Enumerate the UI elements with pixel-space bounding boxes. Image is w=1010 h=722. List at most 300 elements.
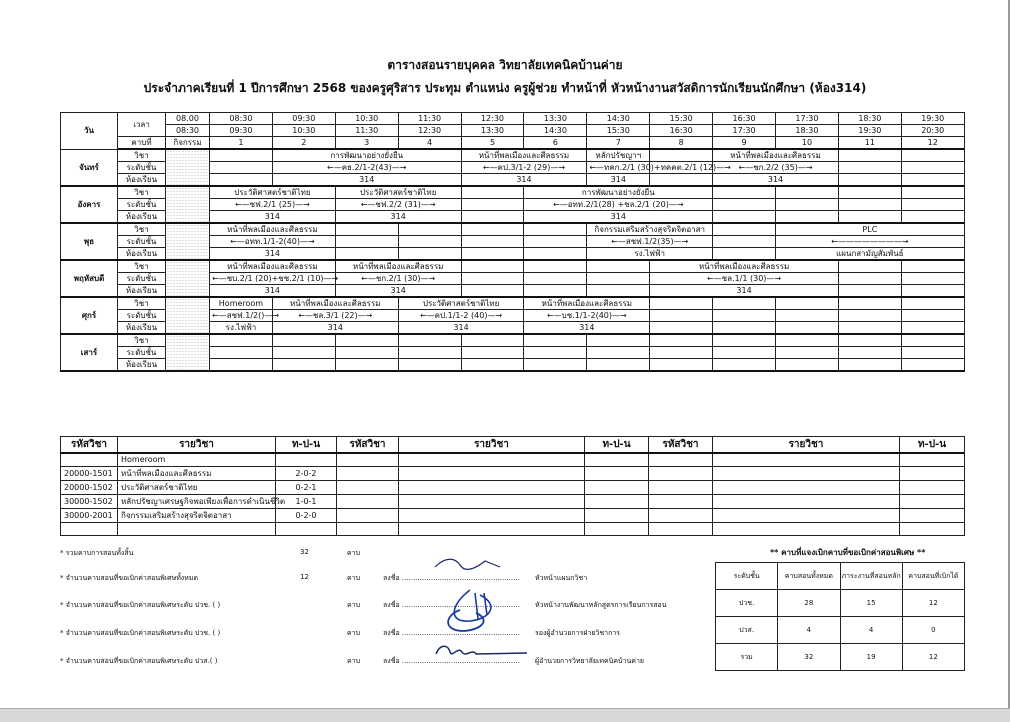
row-label: วิชา <box>118 297 166 310</box>
subject-text: PLC <box>862 225 878 234</box>
day-name: อังคาร <box>61 186 118 223</box>
empty-slot <box>650 359 713 372</box>
note-unit: คาบ <box>347 601 361 609</box>
row-label: ห้องเรียน <box>118 248 166 261</box>
class-level <box>587 236 713 248</box>
class-level <box>335 273 461 285</box>
class-level <box>587 162 731 174</box>
day-name: จันทร์ <box>61 149 118 186</box>
empty-cell <box>337 453 399 466</box>
class-room <box>461 174 587 187</box>
summary-cell: 12 <box>902 644 964 671</box>
empty-slot <box>713 359 776 372</box>
empty-cell <box>399 466 585 480</box>
empty-slot <box>838 174 901 187</box>
level-text: ทคก.2/1 (30)+ทคคต.2/1 (12) <box>604 163 717 172</box>
empty-slot <box>776 334 839 347</box>
empty-slot <box>650 322 713 335</box>
row-label: วิชา <box>118 334 166 347</box>
empty-cell <box>900 494 965 508</box>
class-room <box>272 322 398 335</box>
empty-slot <box>335 223 398 236</box>
room-text: 314 <box>579 323 595 332</box>
subject-credits: 2-0-2 <box>276 466 337 480</box>
class-room <box>524 211 713 224</box>
class-level <box>210 199 336 211</box>
subject-text: หน้าที่พลเมืองและศีลธรรม <box>478 151 570 160</box>
empty-slot <box>587 347 650 359</box>
empty-cell <box>900 453 965 466</box>
empty-slot <box>524 334 587 347</box>
class-room <box>713 174 839 187</box>
arrow-right-icon: —→ <box>420 200 436 209</box>
note-sign: ลงชื่อ ..................................................... <box>383 574 520 582</box>
class-room <box>210 322 273 335</box>
empty-cell <box>337 480 399 494</box>
empty-slot <box>524 273 587 285</box>
empty-slot <box>713 322 776 335</box>
empty-cell <box>585 494 649 508</box>
period-number: 6 <box>524 137 587 150</box>
room-text: 314 <box>610 175 626 184</box>
subject-text: หน้าที่พลเมืองและศีลธรรม <box>698 262 790 271</box>
note-sign: ลงชื่อ ..................................................... <box>383 601 520 609</box>
arrow-left-icon: ←— <box>360 200 376 209</box>
subjects-column-header: รหัสวิชา <box>649 437 713 454</box>
empty-slot <box>776 310 839 322</box>
class-subject <box>335 186 461 199</box>
level-text: ชก.2/1 (30) <box>375 274 421 283</box>
time-end: 16:30 <box>650 125 713 137</box>
activity-slot <box>166 186 210 223</box>
empty-slot <box>461 236 524 248</box>
time-end: 17:30 <box>713 125 776 137</box>
empty-slot <box>587 260 650 273</box>
note-sign: ลงชื่อ ..................................................... <box>383 629 520 637</box>
summary-cell: 4 <box>778 617 840 644</box>
subjects-table <box>60 436 965 536</box>
activity-slot <box>166 260 210 297</box>
subject-text: Homeroom <box>218 299 264 308</box>
empty-slot <box>838 162 901 174</box>
empty-cell <box>900 466 965 480</box>
class-room <box>650 285 839 298</box>
summary-cell: 15 <box>840 590 902 617</box>
empty-slot <box>838 211 901 224</box>
empty-slot <box>838 347 901 359</box>
period-number: 10 <box>776 137 839 150</box>
time-start: 15:30 <box>650 113 713 125</box>
empty-slot <box>650 347 713 359</box>
empty-slot <box>776 297 839 310</box>
empty-slot <box>713 236 776 248</box>
empty-cell <box>713 480 900 494</box>
class-subject <box>650 260 839 273</box>
summary-column-header: คาบสอนทั้งหมด <box>778 563 840 590</box>
row-label: ห้องเรียน <box>118 359 166 372</box>
subject-credits: 1-0-1 <box>276 494 337 508</box>
level-text: ชก.2/2 (35) <box>753 163 798 172</box>
time-start: 08.00 <box>166 113 210 125</box>
time-end: 13:30 <box>461 125 524 137</box>
summary-table <box>715 562 965 671</box>
empty-cell <box>585 522 649 535</box>
note-role: รองผู้อำนวยการฝ่ายวิชาการ <box>535 629 621 637</box>
period-number: 3 <box>335 137 398 150</box>
room-text: 314 <box>453 323 469 332</box>
summary-cell: รวม <box>716 644 778 671</box>
row-label: ระดับชั้น <box>118 162 166 174</box>
class-room <box>587 248 713 261</box>
time-end: 15:30 <box>587 125 650 137</box>
class-subject <box>776 223 965 236</box>
subject-text: หน้าที่พลเมืองและศีลธรรม <box>227 225 318 234</box>
class-room <box>210 211 336 224</box>
empty-slot <box>272 347 335 359</box>
empty-slot <box>901 359 964 372</box>
empty-slot <box>650 149 713 162</box>
activity-slot <box>166 149 210 186</box>
arrow-left-icon: ←— <box>212 311 227 320</box>
empty-slot <box>838 322 901 335</box>
room-text: 314 <box>264 212 281 221</box>
class-subject <box>587 149 650 162</box>
arrow-right-icon: —→ <box>323 274 339 283</box>
empty-slot <box>901 310 964 322</box>
level-text: ชฟ.2/1 (25) <box>249 200 296 209</box>
empty-slot <box>838 273 901 285</box>
empty-slot <box>524 236 587 248</box>
time-start: 09:30 <box>272 113 335 125</box>
summary-cell: 0 <box>902 617 964 644</box>
empty-cell <box>713 494 900 508</box>
empty-slot <box>398 359 461 372</box>
level-text: คป.1/1-2 (40) <box>434 311 488 320</box>
class-room <box>210 285 336 298</box>
signature-3-icon <box>440 605 510 635</box>
subject-text: หน้าที่พลเมืองและศีลธรรม <box>541 299 633 308</box>
time-end: 20:30 <box>901 125 964 137</box>
empty-slot <box>461 285 524 298</box>
document-subtitle: ประจำภาคเรียนที่ 1 ปีการศึกษา 2568 ของครูศุริสาร ประทุม ตำแหน่ง ครูผู้ช่วย ทำหน้าที่ หัวหน้างานสวัสดิการนักเรียนนักศึกษา (ห้อง314) <box>143 81 867 95</box>
arrow-left-icon: ←— <box>738 163 754 172</box>
room-text: 314 <box>767 175 784 184</box>
period-number: 7 <box>587 137 650 150</box>
arrow-right-icon: —→ <box>797 163 813 172</box>
arrow-right-icon: —→ <box>420 274 436 283</box>
empty-slot <box>461 211 524 224</box>
time-start: 17:30 <box>776 113 839 125</box>
time-end: 19:30 <box>838 125 901 137</box>
empty-cell <box>61 522 118 535</box>
time-start: 18:30 <box>838 113 901 125</box>
period-number: 11 <box>838 137 901 150</box>
empty-cell <box>649 466 713 480</box>
empty-cell <box>399 480 585 494</box>
empty-cell <box>713 466 900 480</box>
empty-slot <box>838 260 901 273</box>
note-unit: คาบ <box>347 657 361 665</box>
empty-slot <box>461 186 524 199</box>
arrow-left-icon: ←— <box>482 163 498 172</box>
time-end: 09:30 <box>210 125 273 137</box>
empty-slot <box>524 223 587 236</box>
empty-slot <box>335 248 398 261</box>
class-subject <box>713 149 839 162</box>
subjects-column-header: รายวิชา <box>118 437 276 454</box>
empty-slot <box>713 223 776 236</box>
room-text: 314 <box>390 212 406 221</box>
class-subject <box>210 186 336 199</box>
empty-cell <box>900 480 965 494</box>
class-room <box>398 322 524 335</box>
subject-text: ประวัติศาสตร์ชาติไทย <box>359 188 437 197</box>
class-level <box>272 310 398 322</box>
arrow-left-icon: ←— <box>553 200 568 209</box>
class-subject <box>398 297 524 310</box>
subject-code <box>61 453 118 466</box>
subjects-column-header: ท-ป-น <box>585 437 649 454</box>
activity-slot <box>166 297 210 334</box>
arrow-left-icon: ←— <box>546 311 562 320</box>
empty-cell <box>276 522 337 535</box>
arrow-left-icon: ←— <box>589 163 605 172</box>
note-unit: คาบ <box>347 629 361 637</box>
empty-slot <box>901 334 964 347</box>
empty-slot <box>901 260 964 273</box>
summary-cell: 12 <box>902 590 964 617</box>
empty-slot <box>461 260 524 273</box>
subject-text: หลักปรัชญาฯ <box>595 151 642 160</box>
day-name: พุธ <box>61 223 118 260</box>
empty-slot <box>713 199 776 211</box>
empty-slot <box>901 149 964 162</box>
class-room <box>335 285 461 298</box>
arrow-right-icon: —→ <box>299 237 315 246</box>
room-text: 314 <box>264 249 281 258</box>
note-value: 32 <box>300 548 309 556</box>
class-subject <box>587 223 713 236</box>
note-label: * จำนวนคาบสอนที่ขอเบิกค่าสอนพิเศษระดับ ปวช. ( ) <box>60 601 221 609</box>
empty-cell <box>713 508 900 522</box>
empty-cell <box>649 480 713 494</box>
arrow-left-icon: ←— <box>419 311 435 320</box>
row-label: วิชา <box>118 223 166 236</box>
empty-cell <box>713 522 900 535</box>
empty-slot <box>210 347 273 359</box>
empty-cell <box>900 522 965 535</box>
document-title: ตารางสอนรายบุคคล วิทยาลัยเทคนิคบ้านค่าย <box>387 58 623 72</box>
note-label: * จำนวนคาบสอนที่ขอเบิกค่าสอนพิเศษระดับ ปวส.( ) <box>60 657 218 665</box>
empty-slot <box>901 174 964 187</box>
subject-text: หน้าที่พลเมืองและศีลธรรม <box>730 151 821 160</box>
level-text: ชบ.2/1 (20)+ชช.2/1 (10) <box>226 274 324 283</box>
room-text: 314 <box>736 286 752 295</box>
empty-slot <box>587 285 650 298</box>
empty-cell <box>337 466 399 480</box>
empty-slot <box>524 359 587 372</box>
level-text: อทท.1/1-2(40) <box>244 237 300 246</box>
empty-slot <box>335 334 398 347</box>
empty-slot <box>587 334 650 347</box>
empty-slot <box>838 297 901 310</box>
empty-slot <box>776 347 839 359</box>
subject-credits <box>276 453 337 466</box>
empty-slot <box>210 334 273 347</box>
empty-slot <box>461 359 524 372</box>
time-start: 12:30 <box>461 113 524 125</box>
empty-cell <box>585 508 649 522</box>
empty-slot <box>713 211 776 224</box>
empty-slot <box>713 334 776 347</box>
summary-cell: ปวส. <box>716 617 778 644</box>
subject-text: ประวัติศาสตร์ชาติไทย <box>422 299 500 308</box>
empty-slot <box>901 211 964 224</box>
row-label: ระดับชั้น <box>118 310 166 322</box>
level-text: อทท.2/1(28) +ชล.2/1 (20) <box>567 200 669 209</box>
empty-slot <box>210 174 273 187</box>
empty-slot <box>210 149 273 162</box>
subject-code: 20000-1502 <box>61 480 118 494</box>
class-subject <box>210 297 273 310</box>
arrow-right-icon: —→ <box>673 237 689 246</box>
empty-slot <box>398 223 461 236</box>
time-header: เวลา <box>118 113 166 137</box>
signature-4-icon <box>432 642 532 662</box>
class-level <box>398 310 524 322</box>
note-sign: ลงชื่อ ..................................................... <box>383 657 520 665</box>
empty-slot <box>335 359 398 372</box>
class-subject <box>524 186 713 199</box>
time-start: 08:30 <box>210 113 273 125</box>
class-level <box>524 310 650 322</box>
empty-slot <box>461 347 524 359</box>
level-text: ชฟ.2/2 (31) <box>375 200 421 209</box>
row-label: ระดับชั้น <box>118 273 166 285</box>
period-header: คาบที่ <box>118 137 166 150</box>
time-end: 18:30 <box>776 125 839 137</box>
note-value: 12 <box>300 573 309 581</box>
subject-text: หน้าที่พลเมืองและศีลธรรม <box>352 262 444 271</box>
class-room <box>210 248 336 261</box>
level-text: คธ.2/1-2(43) <box>341 163 392 172</box>
subject-text: กิจกรรมเสริมสร้างสุจริตจิตอาสา <box>594 225 706 234</box>
room-text: 314 <box>327 323 343 332</box>
empty-slot <box>901 162 964 174</box>
empty-slot <box>335 347 398 359</box>
subject-text: ประวัติศาสตร์ชาติไทย <box>234 188 311 197</box>
note-role: ผู้อำนวยการวิทยาลัยเทคนิคบ้านค่าย <box>535 657 644 665</box>
time-end: 14:30 <box>524 125 587 137</box>
empty-slot <box>838 149 901 162</box>
day-name: เสาร์ <box>61 334 118 371</box>
row-label: ห้องเรียน <box>118 211 166 224</box>
empty-slot <box>838 186 901 199</box>
note-label: * รวมคาบการสอนทั้งสิ้น <box>60 549 134 557</box>
arrow-right-icon: —→ <box>487 311 503 320</box>
empty-cell <box>585 453 649 466</box>
empty-slot <box>713 297 776 310</box>
class-level <box>650 273 839 285</box>
class-subject <box>210 260 336 273</box>
arrow-left-icon: ←— <box>230 237 245 246</box>
class-room <box>272 174 461 187</box>
empty-slot <box>776 322 839 335</box>
class-level <box>776 236 965 248</box>
signature-1-icon <box>430 555 510 573</box>
class-level <box>335 199 461 211</box>
empty-cell <box>337 522 399 535</box>
empty-slot <box>838 334 901 347</box>
row-label: วิชา <box>118 186 166 199</box>
empty-slot <box>838 359 901 372</box>
room-text: รง.ไฟฟ้า <box>634 249 666 258</box>
time-start: 16:30 <box>713 113 776 125</box>
room-text: 314 <box>264 286 281 295</box>
arrow-left-icon: ←— <box>212 274 227 283</box>
subject-name: Homeroom <box>118 453 276 466</box>
level-text: ชล.1/1 (30) <box>721 274 767 283</box>
class-level <box>210 236 336 248</box>
empty-slot <box>838 310 901 322</box>
class-subject <box>461 149 587 162</box>
empty-slot <box>776 199 839 211</box>
empty-slot <box>901 186 964 199</box>
empty-slot <box>398 334 461 347</box>
empty-slot <box>272 334 335 347</box>
class-subject <box>524 297 650 310</box>
subject-code: 30000-2001 <box>61 508 118 522</box>
schedule-table <box>60 112 965 372</box>
class-room <box>335 211 461 224</box>
empty-slot <box>901 322 964 335</box>
period-number: 1 <box>210 137 273 150</box>
empty-cell <box>399 508 585 522</box>
class-level <box>461 162 587 174</box>
empty-slot <box>776 211 839 224</box>
arrow-left-icon: ←— <box>326 163 342 172</box>
empty-cell <box>118 522 276 535</box>
time-start: 13:30 <box>524 113 587 125</box>
subject-text: หน้าที่พลเมืองและศีลธรรม <box>290 299 381 308</box>
empty-cell <box>585 480 649 494</box>
class-subject <box>210 223 336 236</box>
empty-cell <box>900 508 965 522</box>
empty-slot <box>650 334 713 347</box>
time-start: 14:30 <box>587 113 650 125</box>
empty-slot <box>210 162 273 174</box>
empty-slot <box>210 359 273 372</box>
class-room <box>776 248 965 261</box>
activity-slot <box>166 223 210 260</box>
empty-slot <box>524 347 587 359</box>
empty-slot <box>838 199 901 211</box>
time-start: 19:30 <box>901 113 964 125</box>
empty-slot <box>524 248 587 261</box>
room-text: แผนกสามัญสัมพันธ์ <box>836 249 904 258</box>
empty-slot <box>398 236 461 248</box>
class-room <box>524 322 650 335</box>
arrow-right-icon: —→ <box>391 163 407 172</box>
note-role: หัวหน้างานพัฒนาหลักสูตรการเรียนการสอน <box>535 601 667 609</box>
day-name: พฤหัสบดี <box>61 260 118 297</box>
empty-slot <box>587 359 650 372</box>
class-level <box>210 310 280 322</box>
note-unit: คาบ <box>347 574 361 582</box>
arrow-right-icon: —→ <box>612 311 627 320</box>
note-label: * จำนวนคาบสอนที่ขอเบิกค่าสอนพิเศษระดับ ปวช. ( ) <box>60 629 221 637</box>
empty-cell <box>649 453 713 466</box>
